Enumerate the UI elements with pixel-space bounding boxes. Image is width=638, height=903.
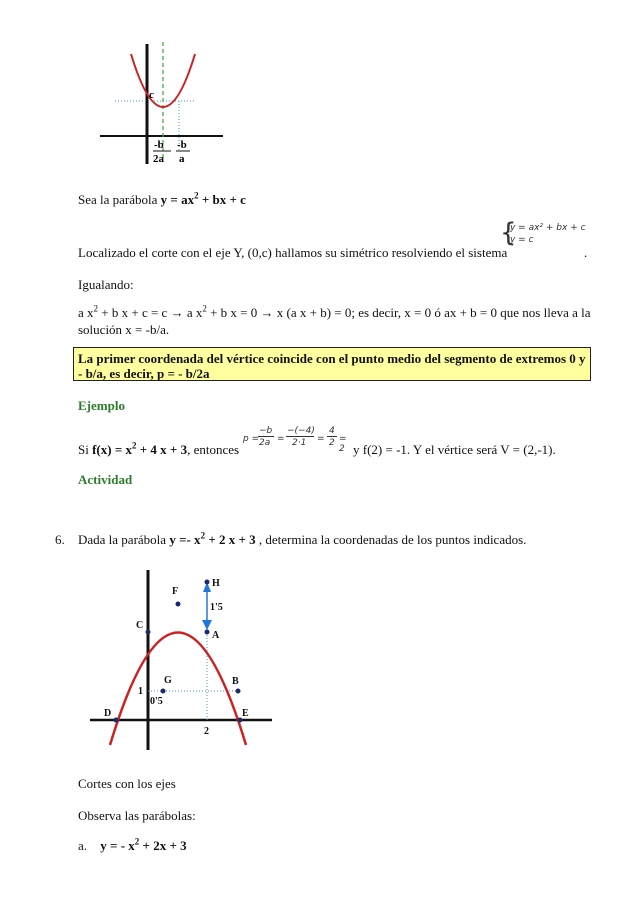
derivation-line-1: a $x^2 + b$ x + c = c → a $x^2 + b$ x = 0 → x (a x + b) = 0; es decir, x = 0 ó ax + b = 0 que nos lleva a la <box>78 303 591 320</box>
parabola-figure-activity <box>90 570 275 755</box>
label-a: a <box>179 153 185 165</box>
highlight-line-2: - b/a, es decir, p = - b/2a <box>78 366 210 381</box>
label-C: C <box>136 620 144 631</box>
vertex-formula-image: p = −b 2a = −(−4) 2·1 = 4 2 = 2 <box>243 426 347 454</box>
statement-prefix: Sea la parábola <box>78 192 161 207</box>
parabola-statement <box>78 192 246 208</box>
localizado-line <box>78 245 507 261</box>
igualando-line: Igualando: <box>78 277 134 292</box>
highlight-line-1: La primer coordenada del vértice coincide con el punto medio del segmento de extremos 0 y <box>78 351 586 366</box>
point-G <box>161 689 166 694</box>
label-B: B <box>232 676 239 687</box>
localizado-text: Localizado el corte con el eje Y, (0,c) hallamos su simétrico resolviendo el sistema <box>78 245 508 260</box>
system-of-equations: { y = ax² + bx + c y = c <box>500 218 586 248</box>
label-minus-b-1: -b <box>154 139 164 151</box>
question-6: Dada la parábola $y =- x^2 + 2$ x + 3 , determina la coordenadas de los puntos indicados. <box>78 530 527 547</box>
label-c: c <box>149 89 154 101</box>
localizado-period: . <box>584 245 588 260</box>
label-G: G <box>164 675 172 686</box>
ejemplo-heading: Ejemplo <box>78 398 125 413</box>
item-a: a. y = - $x^2 + 2x + 3$ <box>78 836 187 853</box>
system-eq2: y = c <box>510 235 534 245</box>
system-eq1: y = ax² + bx + c <box>510 223 586 233</box>
label-minus-b-2: -b <box>177 139 187 151</box>
label-A: A <box>212 630 220 641</box>
question-number: 6. <box>55 532 65 547</box>
label-2: 2 <box>204 726 209 737</box>
arrow-head-down <box>202 620 212 630</box>
example-result: y f(2) = -1. Y el vértice será V = (2,-1). <box>353 442 556 457</box>
cortes-heading: Cortes con los ejes <box>78 776 176 791</box>
highlight-box <box>73 347 591 381</box>
actividad-heading: Actividad <box>78 472 133 487</box>
item-a-marker: a. <box>78 838 88 853</box>
label-0-5: 0'5 <box>150 696 163 707</box>
label-1-5: 1'5 <box>210 602 223 613</box>
point-D <box>114 718 119 723</box>
label-F: F <box>172 586 179 597</box>
point-F <box>176 602 181 607</box>
point-H <box>205 580 210 585</box>
point-A <box>205 630 210 635</box>
formula-main: y = ax <box>160 192 195 207</box>
observa-line: Observa las parábolas: <box>78 808 196 823</box>
parabola-curve <box>110 633 246 746</box>
label-D: D <box>104 708 112 719</box>
formula-exp: 2 <box>194 190 199 201</box>
label-2a: 2a <box>153 153 164 165</box>
point-B <box>236 689 241 694</box>
formula-rest: + bx + c <box>198 192 246 207</box>
label-H: H <box>212 578 220 589</box>
derivation-line-2: solución x = -b/a. <box>78 322 170 337</box>
label-E: E <box>242 708 249 719</box>
point-C <box>146 630 151 635</box>
parabola-figure-general <box>95 40 225 170</box>
example-line: Si $f(x) = x^2 + 4$ x + 3, entonces <box>78 440 240 457</box>
label-1: 1 <box>138 686 143 697</box>
